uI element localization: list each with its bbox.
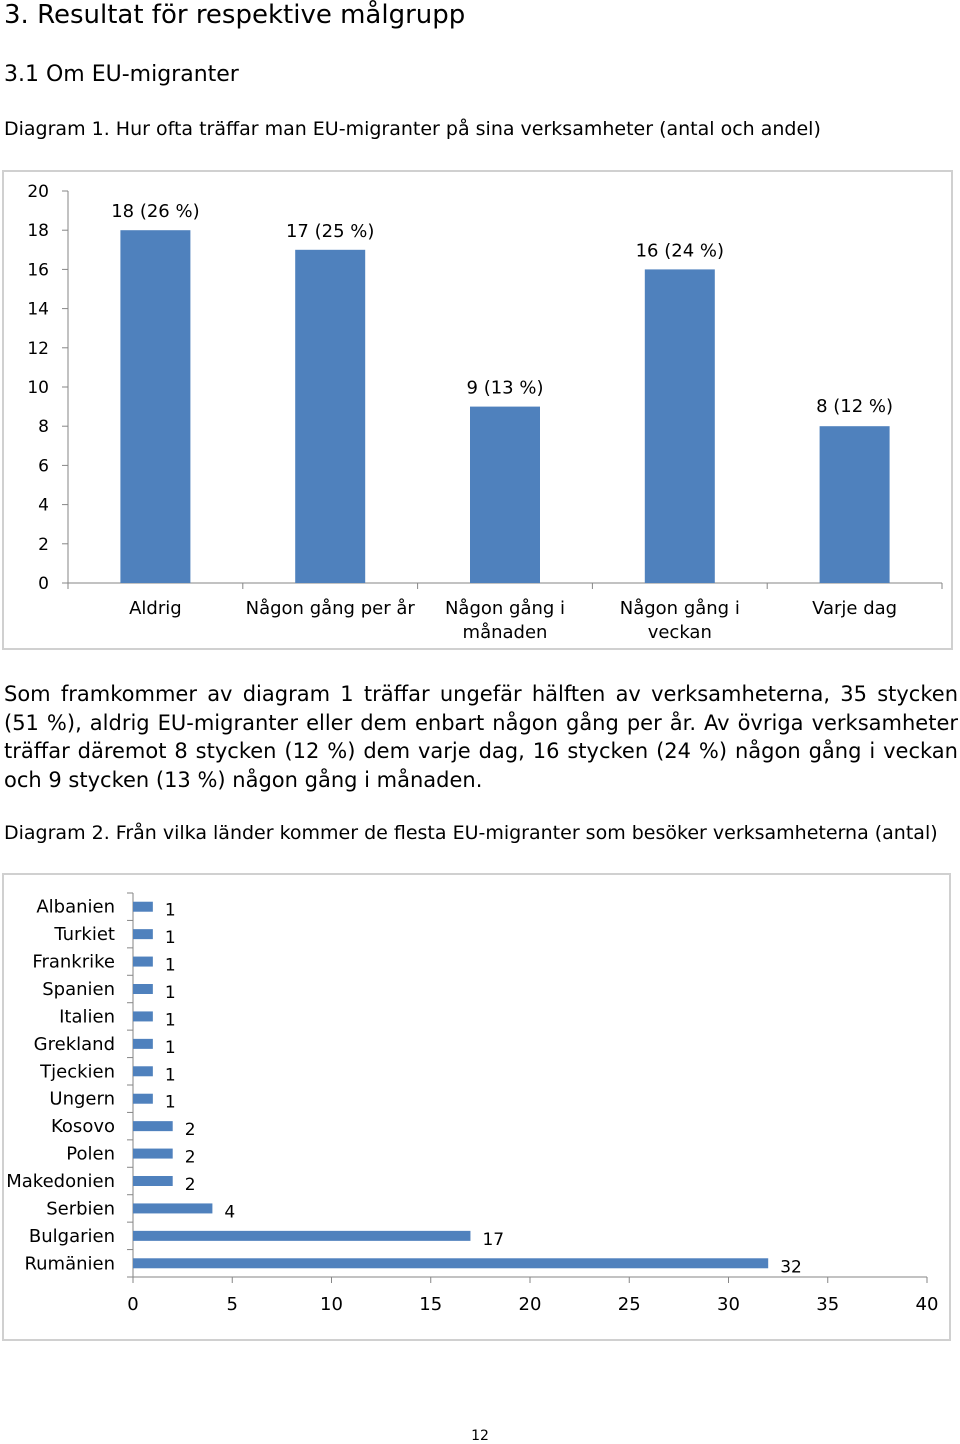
y-tick-label: 6: [38, 456, 49, 477]
category-label: veckan: [647, 622, 712, 643]
subsection-heading: 3.1 Om EU-migranter: [4, 62, 239, 87]
page-number: 12: [471, 1428, 489, 1444]
data-label: 1: [164, 1092, 176, 1113]
bar: [133, 1149, 173, 1159]
category-label: Frankrike: [32, 951, 115, 973]
data-label: 2: [184, 1120, 196, 1141]
y-tick-label: 8: [38, 417, 49, 438]
bar: [133, 1039, 153, 1049]
x-tick-label: 30: [717, 1294, 740, 1315]
y-tick-label: 12: [27, 338, 49, 359]
data-label: 1: [164, 1065, 176, 1086]
bar: [133, 1094, 153, 1104]
bar: [133, 1231, 470, 1241]
section-heading: 3. Resultat för respektive målgrupp: [4, 0, 466, 30]
category-label: Serbien: [46, 1198, 115, 1220]
category-label: Albanien: [36, 896, 115, 918]
data-label: 18 (26 %): [111, 201, 200, 223]
bar: [133, 1176, 173, 1186]
data-label: 4: [224, 1202, 236, 1223]
category-label: Makedonien: [6, 1171, 115, 1192]
y-tick-label: 10: [27, 378, 49, 398]
y-tick-label: 4: [38, 495, 49, 516]
category-label: Varje dag: [812, 598, 898, 619]
bar: [133, 957, 153, 967]
y-tick-label: 14: [27, 299, 49, 320]
bar: [133, 1011, 153, 1021]
diagram-2-caption: Diagram 2. Från vilka länder kommer de flesta EU-migranter som besöker verksamheterna (antal): [4, 822, 938, 844]
summary-paragraph: Som framkommer av diagram 1 träffar ungefär hälften av verksamheterna, 35 stycken (51 %), aldrig EU-migranter eller dem enbart någon gång per år. Av övriga verksamheter träffar däremot 8 stycken (12 %) dem varje dag, 16 stycken (24 %) någon gång i veckan och 9 stycken (13 %) någon gång i månaden.: [4, 682, 958, 792]
y-tick-label: 20: [27, 182, 49, 202]
bar: [133, 1066, 153, 1076]
category-label: månaden: [462, 622, 548, 643]
data-label: 1: [164, 955, 176, 976]
category-label: Någon gång i: [444, 598, 566, 619]
data-label: 17: [482, 1229, 505, 1250]
y-tick-label: 16: [27, 260, 49, 281]
bar: [133, 984, 153, 994]
category-label: Någon gång per år: [245, 598, 415, 619]
data-label: 32: [780, 1257, 802, 1278]
x-tick-label: 15: [419, 1294, 443, 1315]
y-tick-label: 18: [27, 221, 49, 242]
category-label: Rumänien: [24, 1253, 115, 1275]
category-label: Ungern: [49, 1088, 115, 1110]
data-label: 1: [164, 928, 176, 949]
data-label: 1: [164, 1010, 176, 1031]
data-label: 1: [164, 900, 176, 921]
data-label: 16 (24 %): [635, 240, 725, 262]
category-label: Grekland: [33, 1033, 115, 1055]
bar: [133, 1203, 212, 1213]
x-tick-label: 10: [320, 1294, 343, 1315]
data-label: 2: [184, 1147, 196, 1168]
x-tick-label: 25: [617, 1294, 641, 1315]
y-tick-label: 0: [38, 574, 49, 594]
bar: [133, 1121, 173, 1131]
category-label: Polen: [66, 1143, 115, 1165]
bar: [133, 902, 153, 912]
category-label: Kosovo: [51, 1116, 115, 1138]
x-tick-label: 35: [816, 1294, 840, 1315]
category-label: Tjeckien: [40, 1061, 115, 1083]
y-tick-label: 2: [38, 534, 49, 555]
category-label: Bulgarien: [28, 1225, 115, 1247]
data-label: 17 (25 %): [285, 220, 375, 242]
x-tick-label: 5: [226, 1294, 238, 1315]
category-label: Turkiet: [54, 924, 115, 946]
x-tick-label: 0: [127, 1294, 139, 1315]
x-tick-label: 40: [915, 1294, 939, 1315]
category-label: Någon gång i: [619, 598, 740, 619]
category-label: Aldrig: [129, 598, 182, 619]
category-label: Italien: [59, 1006, 115, 1028]
diagram-1-caption: Diagram 1. Hur ofta träffar man EU-migranter på sina verksamheter (antal och andel): [4, 118, 821, 140]
data-label: 9 (13 %): [466, 377, 544, 399]
data-label: 1: [164, 1037, 176, 1058]
data-label: 8 (12 %): [816, 396, 894, 418]
data-label: 1: [164, 983, 176, 1003]
data-label: 2: [184, 1175, 196, 1195]
x-tick-label: 20: [518, 1294, 542, 1315]
category-label: Spanien: [42, 979, 115, 1000]
bar: [133, 1258, 768, 1268]
bar: [133, 929, 153, 939]
